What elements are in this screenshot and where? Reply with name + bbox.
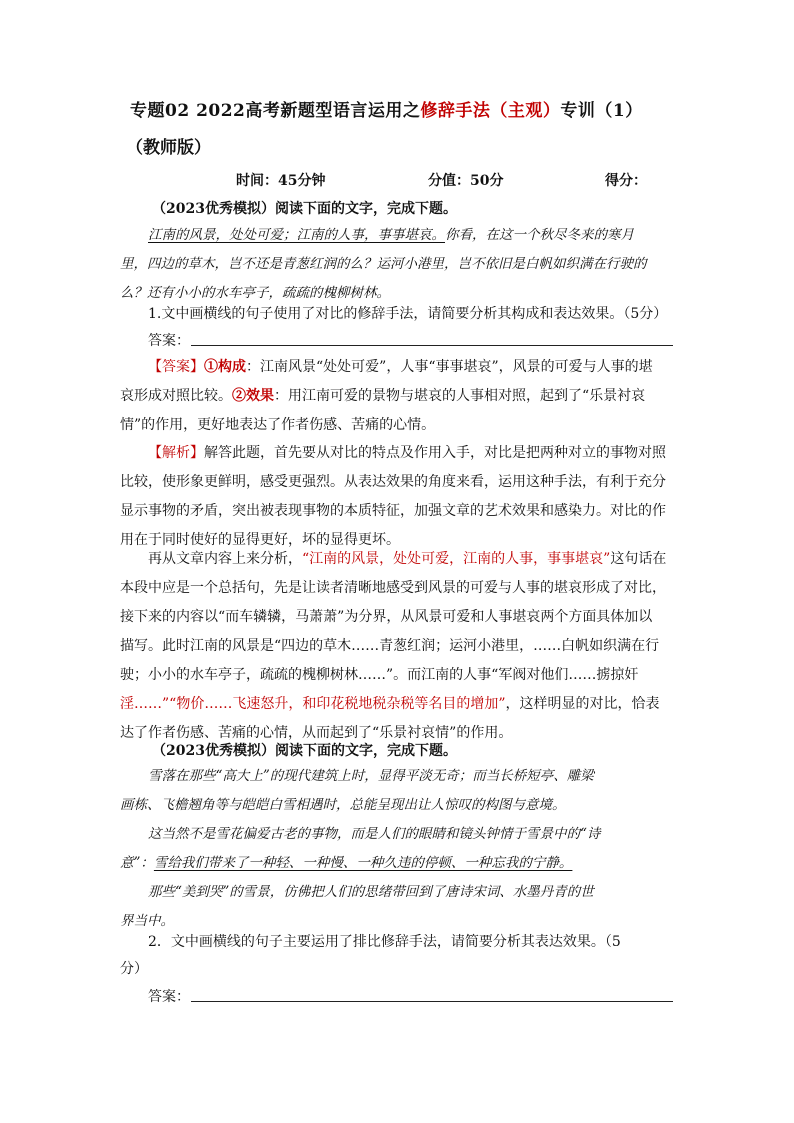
passage2-s3-line1: 那些“美到哭”的雪景，仿佛把人们的思绪带回到了唐诗宋词、水墨丹青的世 [148, 884, 594, 900]
passage1-line1: 你看，在这一个秋尽冬来的寒月 [445, 227, 634, 243]
passage1-line3: 么？还有小小的水车亭子，疏疏的槐柳树林。 [120, 285, 390, 301]
analysis2-line2: 本段中应是一个总括句，先是让读者清晰地感受到风景的可爱与人事的堪哀形成了对比， [120, 580, 666, 596]
passage2-underlined: 雪给我们带来了一种轻、一种慢、一种久违的停顿、一种忘我的宁静。 [153, 855, 573, 871]
analysis2-line4: 描写。此时江南的风景是“四边的草木……青葱红润；运河小港里，……白帆如织满在行 [120, 638, 660, 654]
answer2-line[interactable] [191, 1001, 673, 1002]
analysis-line2: 比较，使形象更鲜明，感受更强烈。从表达效果的角度来看，运用这种手法，有利于充分 [120, 474, 666, 490]
analysis-line1: 解答此题，首先要从对比的特点及作用入手，对比是把两种对立的事物对照 [204, 445, 666, 461]
section1-source: （2023优秀模拟）阅读下面的文字，完成下题。 [152, 201, 457, 217]
title-prefix: 专题02 2022高考新题型语言运用之 [130, 101, 421, 121]
section2-source: （2023优秀模拟）阅读下面的文字，完成下题。 [152, 743, 457, 759]
passage2 [120, 762, 676, 936]
passage2-s1-line2: 画栋、飞檐翘角等与皑皑白雪相遇时，总能呈现出让人惊叹的构图与意境。 [120, 797, 566, 813]
title-highlight: 修辞手法（主观） [420, 101, 561, 121]
got-label: 得分： [605, 173, 647, 189]
passage2-s2-line1: 这当然不是雪花偏爱古老的事物，而是人们的眼睛和镜头钟情于雪景中的“诗 [148, 826, 601, 842]
analysis2-block [120, 545, 676, 748]
passage2-s3-line2: 界当中。 [120, 913, 174, 929]
answer-part-b-label: ②效果 [232, 388, 274, 404]
analysis2-line5: 驶；小小的水车亭子，疏疏的槐柳树林……”。而江南的人事“军阀对他们……掳掠奸 [120, 667, 639, 683]
analysis1-block [120, 439, 676, 555]
question2-line2: 分） [120, 961, 148, 977]
analysis2-line7: 达了作者伤感、苦痛的心情，从而起到了“乐景衬哀情”的作用。 [120, 725, 513, 741]
time-label: 时间：45分钟 [236, 173, 326, 189]
edition-label: （教师版） [126, 138, 211, 158]
analysis2-line3: 接下来的内容以“而车辚辚，马萧萧”为分界，从风景可爱和人事堪哀两个方面具体加以 [120, 609, 653, 625]
passage2-s1-line1: 雪落在那些“高大上”的现代建筑上时，显得平淡无奇；而当长桥短亭、雕梁 [148, 768, 594, 784]
answer-line2b: ：用江南可爱的景物与堪哀的人事相对照，起到了“乐景衬哀 [274, 388, 646, 404]
answer1-line[interactable] [191, 345, 673, 346]
question2-line1: 2．文中画横线的句子主要运用了排比修辞手法，请简要分析其表达效果。（5 [148, 934, 621, 950]
passage1-underlined: 江南的风景，处处可爱；江南的人事，事事堪哀。 [148, 227, 445, 243]
answer2-label: 答案： [148, 989, 190, 1005]
passage1-line2: 里，四边的草木，岂不还是青葱红润的么？运河小港里，岂不依旧是白帆如织满在行驶的 [120, 256, 647, 272]
answer-tag: 【答案】 [148, 359, 204, 375]
analysis2-line1b: 这句话在 [610, 551, 667, 567]
analysis2-line6b: ，这样明显的对比，恰表 [505, 696, 660, 712]
analysis-line3: 显示事物的矛盾，突出被表现事物的本质特征，加强文章的艺术效果和感染力。对比的作 [120, 503, 666, 519]
passage2-s2-line2a: 意”： [120, 855, 154, 871]
analysis-tag: 【解析】 [148, 445, 204, 461]
analysis2-line1a: 再从文章内容上来分析， [148, 551, 302, 567]
analysis-line4: 用在于同时使好的显得更好，坏的显得更坏。 [120, 532, 400, 548]
analysis2-quote: “江南的风景，处处可爱，江南的人事，事事堪哀” [302, 551, 611, 567]
answer1-block [120, 353, 676, 440]
analysis2-line6-red: 淫……”“物价……飞速怒升，和印花税地税杂税等名目的增加” [120, 696, 506, 712]
page-title [130, 96, 643, 121]
answer-line3: 情”的作用，更好地表达了作者伤感、苦痛的心情。 [120, 417, 436, 433]
title-suffix: 专训（1） [560, 101, 643, 121]
score-label: 分值：50分 [428, 173, 504, 189]
answer1-label: 答案： [148, 333, 190, 349]
answer-part-a-label: ①构成 [204, 359, 246, 375]
answer-line2a: 哀形成对照比较。 [120, 388, 232, 404]
passage1 [120, 221, 676, 308]
question1: 1.文中画横线的句子使用了对比的修辞手法，请简要分析其构成和表达效果。（5分） [148, 306, 668, 322]
answer-line1: ：江南风景“处处可爱”，人事“事事堪哀”，风景的可爱与人事的堪 [246, 359, 653, 375]
